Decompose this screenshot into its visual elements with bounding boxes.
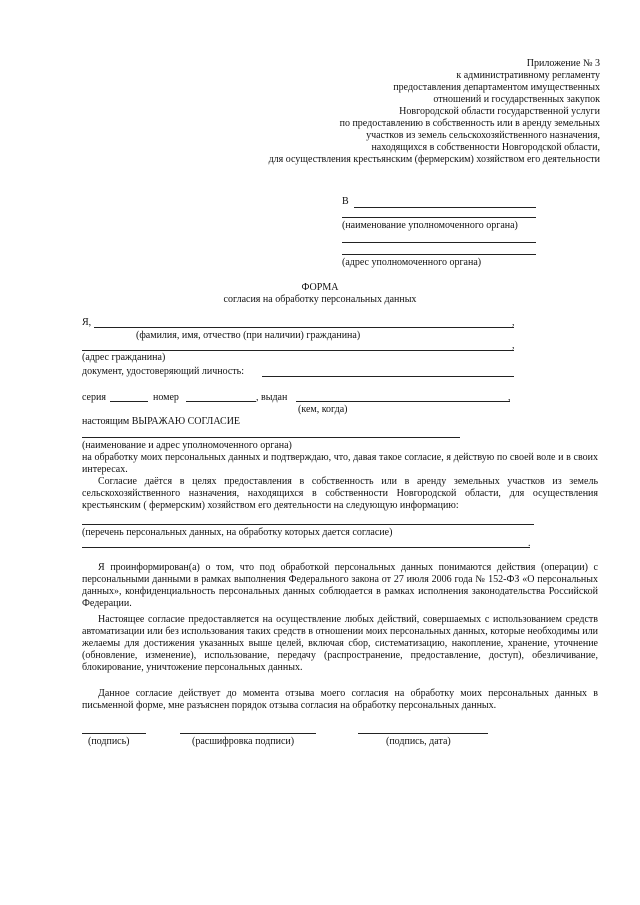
appendix-line: участков из земель сельскохозяйственного назначения, [366, 130, 600, 141]
sign-date-field[interactable] [358, 733, 488, 734]
number-field[interactable] [186, 401, 256, 402]
address-caption: (адрес гражданина) [82, 352, 166, 363]
informed-text: Я проинформирован(а) о том, что под обработкой персональных данных понимаются действия (операции) с персональными данными в рамках выполнения Федерального закона от 27 июля 2006 года № 152-ФЗ «О персональных данных», конфиденциальность персональных данных соблюдается в рамках исполнения законодательства Российской Федерации. [82, 562, 598, 609]
form-heading: ФОРМА [301, 282, 339, 293]
decryption-caption: (расшифровка подписи) [192, 736, 295, 747]
consent-statement: настоящим ВЫРАЖАЮ СОГЛАСИЕ [82, 416, 241, 427]
issued-field[interactable] [296, 401, 510, 402]
signature-caption: (подпись) [88, 736, 130, 747]
issued-caption: (кем, когда) [298, 404, 348, 415]
addressee-address-field-2[interactable] [342, 254, 536, 255]
addressee-prefix: В [342, 196, 349, 207]
data-list-field[interactable] [82, 524, 534, 525]
fio-field[interactable] [94, 327, 514, 328]
series-label: серия [82, 392, 106, 403]
addressee-address-field[interactable] [342, 242, 536, 243]
appendix-line: Приложение № 3 [526, 58, 600, 69]
appendix-line: для осуществления крестьянским (фермерским) хозяйством его деятельности [268, 154, 600, 165]
appendix-line: Новгородской области государственной услуги [399, 106, 600, 117]
data-list-field-2[interactable] [82, 547, 530, 548]
appendix-line: предоставления департаментом имущественных [393, 82, 600, 93]
sign-date-caption: (подпись, дата) [386, 736, 451, 747]
appendix-line: по предоставлению в собственность или в аренду земельных [339, 118, 600, 129]
data-list-caption: (перечень персональных данных, на обработку которых дается согласие) [82, 527, 393, 538]
decryption-field[interactable] [180, 733, 316, 734]
appendix-line: находящихся в собственности Новгородской области, [371, 142, 600, 153]
issued-label: , выдан [256, 392, 288, 403]
addressee-organ-name-field[interactable] [354, 207, 536, 208]
number-label: номер [153, 392, 179, 403]
addressee-organ-name-field-2[interactable] [342, 217, 536, 218]
i-prefix: Я, [82, 317, 92, 328]
signature-field[interactable] [82, 733, 146, 734]
series-field[interactable] [110, 401, 148, 402]
citizen-address-field[interactable] [82, 350, 514, 351]
organ-field[interactable] [82, 437, 460, 438]
validity-text: Данное согласие действует до момента отзыва моего согласия на обработку моих персональных данных в письменной форме, мне разъяснен порядок отзыва согласия на обработку персональных данных. [82, 688, 598, 711]
document-label: документ, удостоверяющий личность: [82, 366, 244, 377]
fio-caption: (фамилия, имя, отчество (при наличии) гражданина) [136, 330, 361, 341]
organ-caption: (наименование и адрес уполномоченного органа) [82, 440, 292, 451]
consent-text: на обработку моих персональных данных и подтверждаю, что, давая такое согласие, я действую по своей воле и в своих интересах. [82, 452, 598, 475]
form-subheading: согласия на обработку персональных данных [223, 294, 417, 305]
appendix-line: отношений и государственных закупок [433, 94, 600, 105]
consent-scope-text: Настоящее согласие предоставляется на осуществление любых действий, совершаемых с использованием средств автоматизации или без использования таких средств в отношении моих персональных данных, которые необходимы или желаемы для достижения указанных выше целей, включая сбор, систематизацию, накопление, хранение, уточнение (обновление, изменение), использование, передачу (распространение, предоставление, доступ), обезличивание, блокирование, уничтожение персональных данных. [82, 614, 598, 673]
organ-name-caption: (наименование уполномоченного органа) [342, 220, 518, 231]
document-field[interactable] [262, 376, 514, 377]
purpose-text: Согласие даётся в целях предоставления в собственность или в аренду земельных участков из земель сельскохозяйственного назначения, находящихся в собственности Новгородской области, для осуществления крестьянским ( фермерским) хозяйством его деятельности на следующую информацию: [82, 476, 598, 511]
organ-address-caption: (адрес уполномоченного органа) [342, 257, 482, 268]
appendix-header [180, 58, 600, 166]
appendix-line: к административному регламенту [456, 70, 600, 81]
